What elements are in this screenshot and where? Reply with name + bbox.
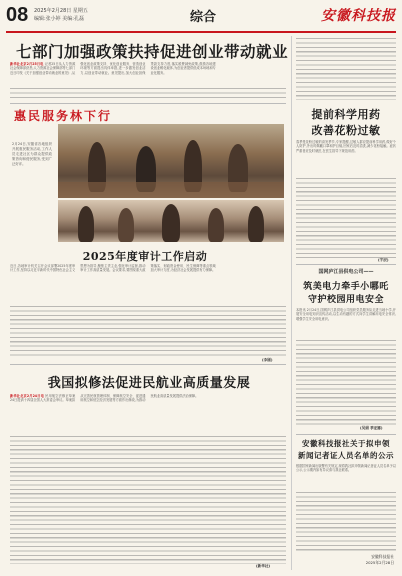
right-top-lines — [296, 38, 396, 100]
power-author: (吴娟 季亚娜) — [360, 426, 383, 430]
editor-line: 编辑:张小婷 美编:孔磊 — [34, 16, 84, 22]
pollen-article-body — [296, 140, 396, 176]
header-rule — [6, 31, 396, 33]
pollen-article-text: 春季是花粉过敏的高发季节,专家提醒,过敏人群应提前科学用药,做好个人防护,外出时佩戴口罩和护目镜,回家后及时清洗,减少花粉接触。症状严重者应及时就医,在医生指导下规范用药。 — [296, 140, 396, 153]
power-article-text: 本报讯 2月24日,国网庐江县供电公司组织党员服务队走进当地小学,开展安全用电知识宣传活动,以生动有趣的方式向学生讲解用电安全常识,增强学生安全用电意识。 — [296, 308, 396, 321]
audit-article-lines — [10, 306, 286, 358]
power-article-lines — [296, 340, 396, 426]
main-article-text: 记者25日从人力资源社会保障部获悉,人力资源社会保障部等七部门近日印发《关于加强创业带动就业的意见》,从强化创业政策支持、优化创业服务、营造创业环境等方面提出具体举措,进一步激发创业活力,以创业带动就业。意见提出,加大创业担保贷款支持力度,落实税费减免政策,鼓励各地建设创业孵化载体,为创业者提供低成本场地和专业化服务。 — [10, 62, 216, 75]
aviation-article-lines — [10, 436, 286, 564]
pollen-headline-2: 改善花粉过敏 — [311, 124, 381, 137]
photo-caption: 2月24日,安徽省各地组织开展惠民服务活动,工作人员走进社区为群众提供政策咨询和便民服务,受到广泛好评。 — [12, 142, 52, 166]
power-kicker: 国网庐江县供电公司—— — [318, 269, 374, 275]
audit-headline: 2025年度审计工作启动 — [82, 250, 208, 263]
power-article-body — [296, 308, 396, 338]
pollen-author: (宇辰) — [378, 258, 389, 262]
power-headline-2: 守护校园用电安全 — [307, 295, 384, 305]
audit-article-text: 近日,各地审计机关召开会议部署2025年度审计工作,坚持以习近平新时代中国特色社会主义思想为指导,聚焦主责主业,强化审计监督,推动审计工作高质量发展。会议要求,要围绕重大政策落实、财政资金使用、民生保障等重点领域加大审计力度,为经济社会发展提供有力保障。 — [10, 264, 216, 273]
news-photo-bottom — [58, 200, 284, 242]
notice-org: 安徽科技报社 — [371, 554, 394, 559]
pollen-headline-1: 提前科学用药 — [311, 108, 381, 121]
audit-divider — [10, 364, 286, 365]
issue-date: 2025年2月28日 星期五 — [34, 8, 88, 14]
page-number: 08 — [6, 4, 29, 26]
main-divider — [10, 103, 286, 104]
right-divider-2 — [296, 434, 396, 435]
audit-author: (李刚) — [262, 358, 273, 362]
notice-lines — [296, 492, 396, 552]
notice-text: 根据国家新闻出版署有关规定,现将我社拟申领新闻记者证人员名单予以公示,公示期内如有异议请与我社联系。 — [296, 464, 396, 473]
aviation-author: (新华社) — [256, 564, 271, 568]
main-article-lines — [10, 88, 286, 100]
photo-banner: 惠民服务林下行 — [14, 109, 113, 123]
section-name: 综合 — [190, 10, 217, 25]
main-headline: 七部门加强政策扶持促进创业带动就业 — [16, 42, 289, 61]
power-headline-1: 筑美电力牵手小哪吒 — [303, 282, 389, 292]
masthead-logo: 安徽科技报 — [321, 8, 396, 24]
notice-headline-1: 安徽科技报社关于拟申领 — [302, 439, 390, 448]
aviation-article-body — [10, 394, 286, 438]
column-divider — [291, 36, 292, 570]
notice-date: 2025年2月28日 — [365, 560, 394, 565]
aviation-byline: 新华社北京2月24日电 — [10, 394, 44, 398]
notice-headline-2: 新闻记者证人员名单的公示 — [298, 451, 394, 460]
aviation-headline: 我国拟修法促进民航业高质量发展 — [47, 376, 251, 391]
right-divider-1 — [296, 264, 396, 265]
pollen-article-lines — [296, 178, 396, 258]
aviation-article-text: 民用航空法修正草案24日提请十四届全国人大常委会审议。草案拟从完善民航管理体制、保障航空安全、促进通用航空和低空经济发展等方面作出修改,为推动民航业高质量发展提供法治保障。 — [10, 394, 199, 403]
notice-body — [296, 464, 396, 490]
audit-article-body — [10, 264, 286, 308]
main-byline: 新华社北京2月25日电 — [10, 62, 44, 66]
page-header — [6, 4, 396, 30]
news-photo-top — [58, 124, 284, 198]
